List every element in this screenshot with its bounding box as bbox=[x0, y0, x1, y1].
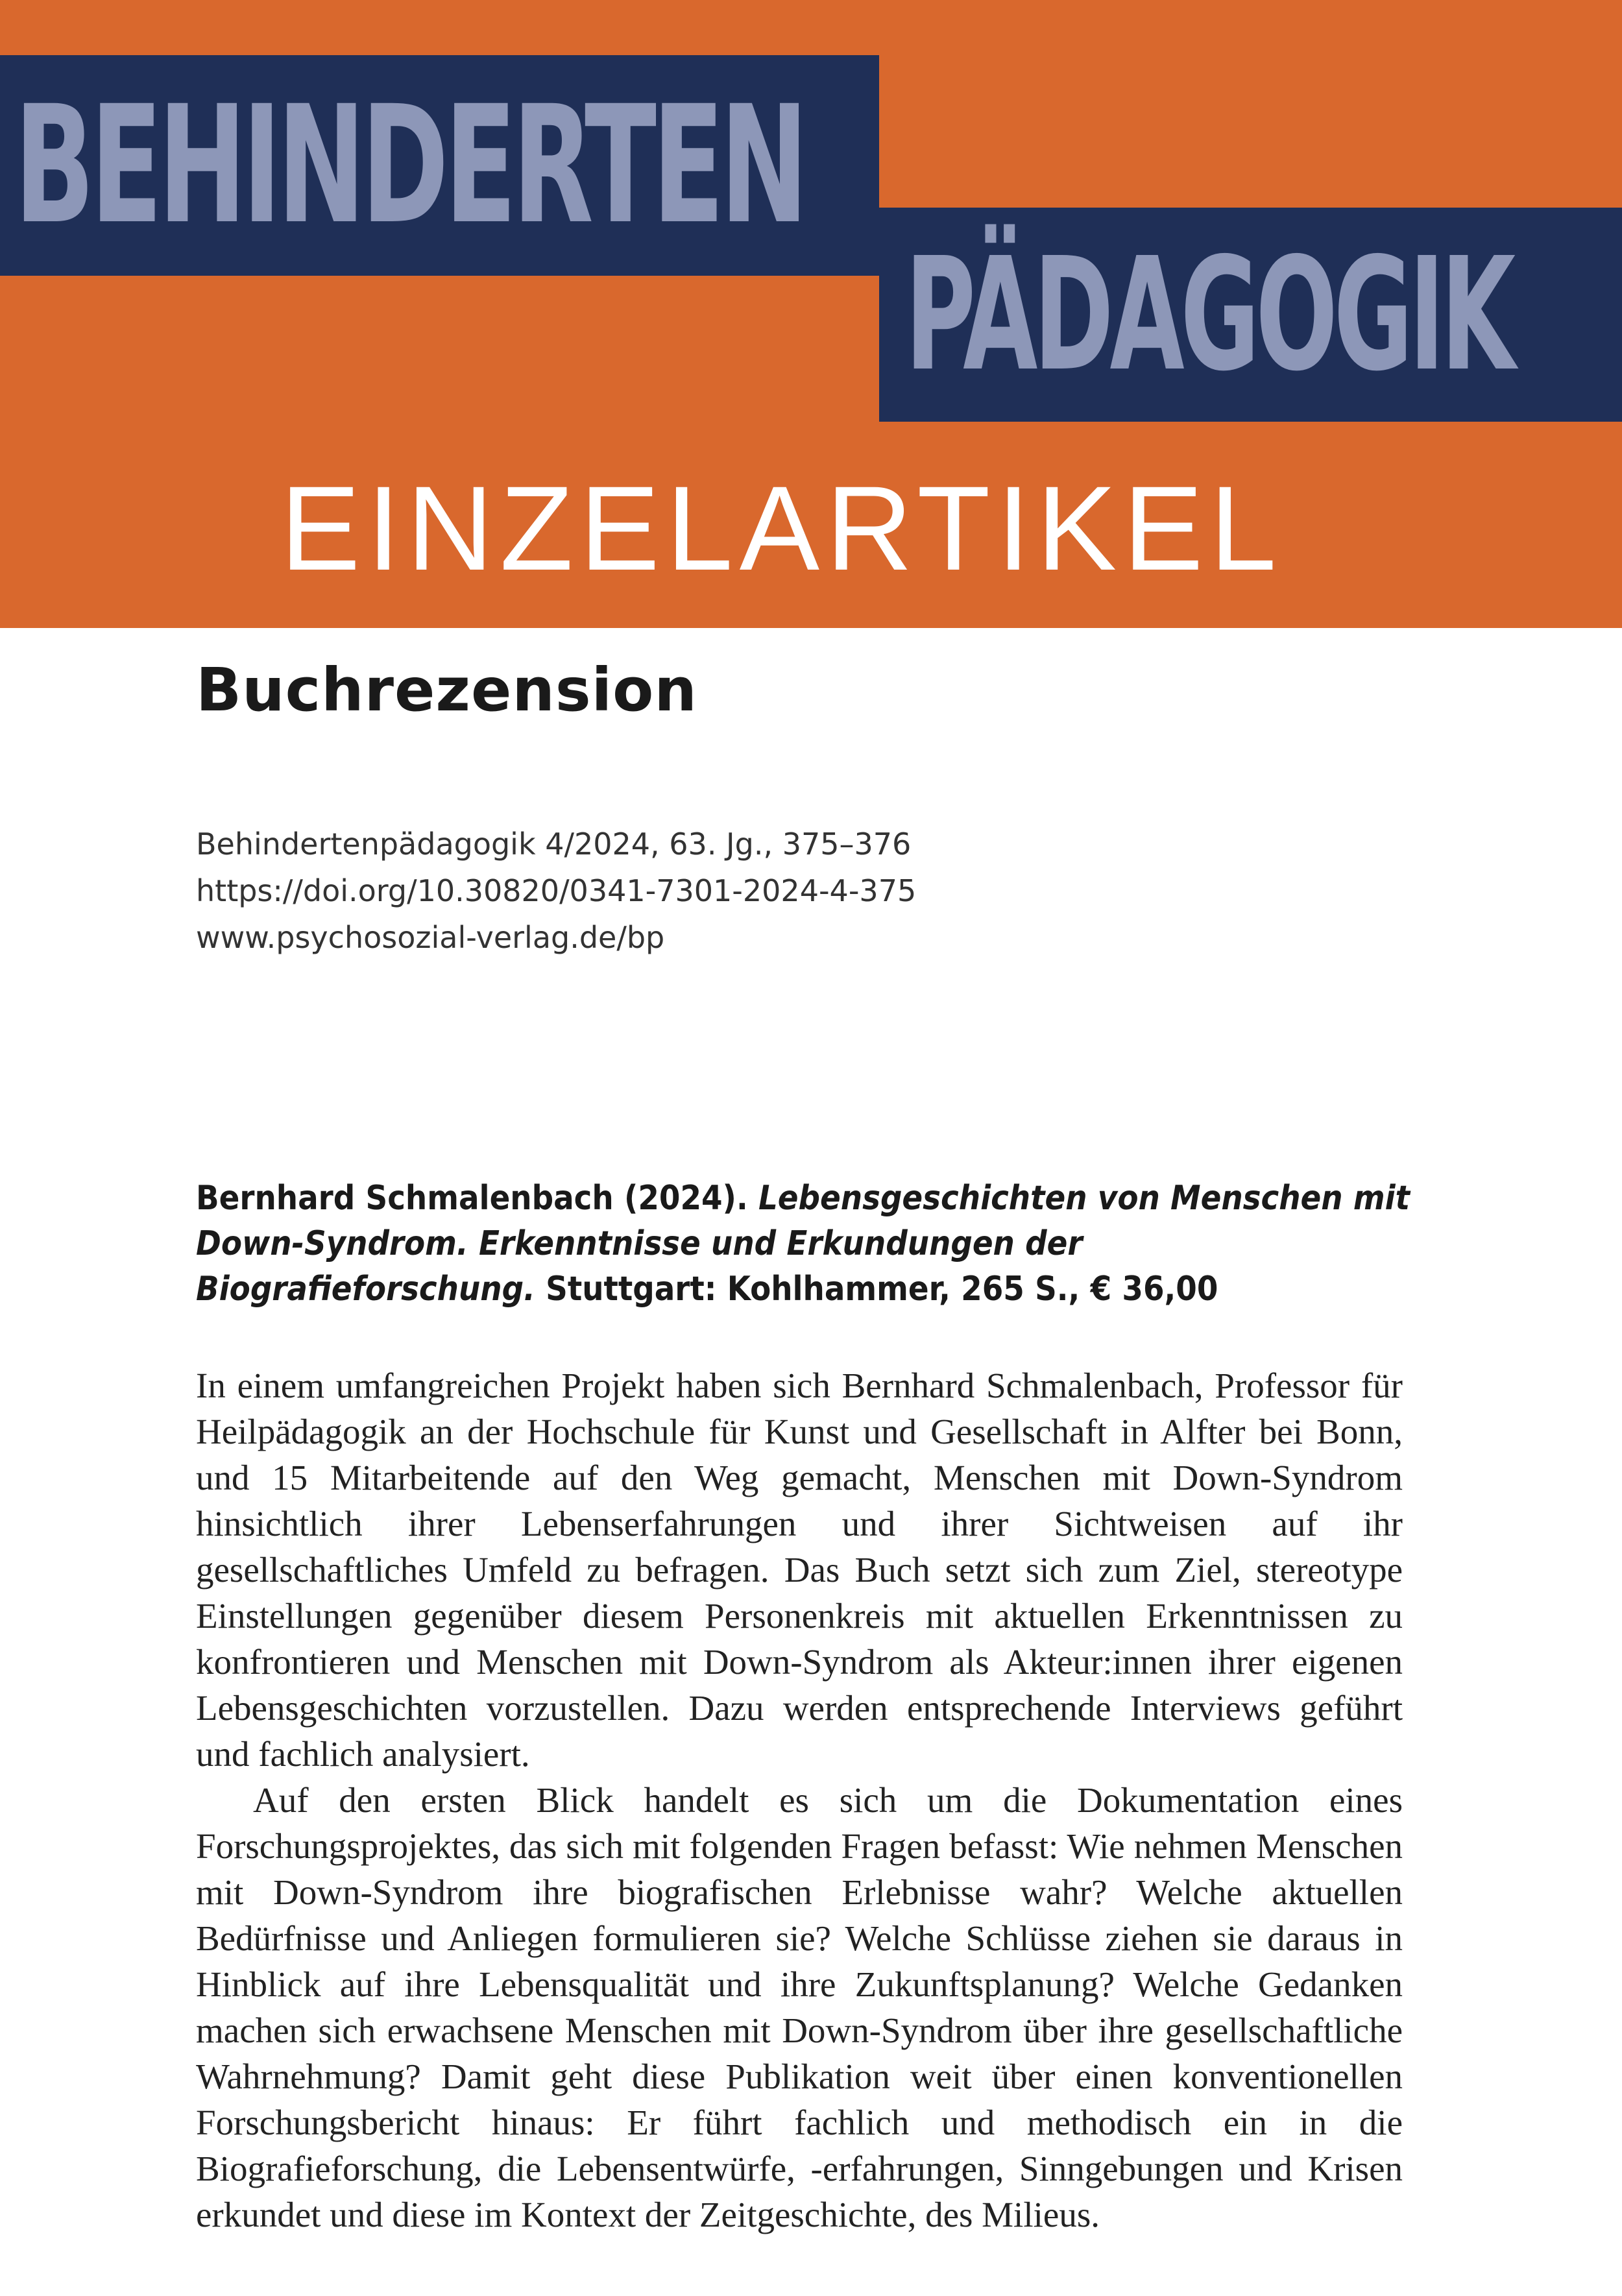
journal-title-line-2: PÄDAGOGIK bbox=[905, 224, 1512, 405]
review-body bbox=[196, 1362, 1403, 2238]
header-band bbox=[0, 0, 1622, 628]
journal-title-box-2 bbox=[879, 208, 1622, 422]
website-link[interactable]: www.psychosozial-verlag.de/bp bbox=[196, 920, 665, 955]
doi-link[interactable]: https://doi.org/10.30820/0341-7301-2024-4-375 bbox=[196, 873, 917, 908]
journal-issue: Behindertenpädagogik 4/2024, 63. Jg., 375–376 bbox=[196, 827, 912, 862]
review-paragraph-2: Auf den ersten Blick handelt es sich um die Dokumentation eines Forschungsprojektes, das sich mit folgenden Fragen befasst: Wie nehmen Menschen mit Down-Syndrom ihre biografischen Erlebnisse wahr? Welche aktuellen Bedürfnisse und Anliegen formulieren sie? Welche Schlüsse ziehen sie daraus in Hinblick auf ihre Lebensqualität und ihre Zukunftsplanung? Welche Gedanken machen sich erwachsene Menschen mit Down-Syndrom über ihre gesellschaftliche Wahrnehmung? Damit geht diese Publikation weit über einen konventionellen Forschungsbericht hinaus: Er führt fachlich und methodisch ein in die Biografieforschung, die Lebensentwürfe, -erfahrungen, Sinngebungen und Krisen erkundet und diese im Kontext der Zeitgeschichte, des Milieus. bbox=[196, 1780, 1403, 2234]
section-label: Buchrezension bbox=[196, 655, 697, 725]
article-type-heading: EINZELARTIKEL bbox=[280, 461, 1283, 596]
book-citation bbox=[196, 1176, 1429, 1312]
journal-title-line-1: BEHINDERTEN bbox=[14, 71, 805, 260]
citation-book-title: Lebensgeschichten von Menschen mit Down-Syndrom. Erkenntnisse und Erkundungen der Biografieforschung. bbox=[196, 1179, 1410, 1309]
publication-meta bbox=[196, 821, 916, 961]
citation-publisher: Stuttgart: Kohlhammer, 265 S., € 36,00 bbox=[546, 1270, 1218, 1309]
review-paragraph-1: In einem umfangreichen Projekt haben sich Bernhard Schmalenbach, Professor für Heilpädagogik an der Hochschule für Kunst und Gesellschaft in Alfter bei Bonn, und 15 Mitarbeitende auf den Weg gemacht, Menschen mit Down-Syndrom hinsichtlich ihrer Lebenserfahrungen und ihrer Sichtweisen auf ihr gesellschaftliches Umfeld zu befragen. Das Buch setzt sich zum Ziel, stereotype Einstellungen gegenüber diesem Personenkreis mit aktuellen Erkenntnissen zu konfrontieren und Menschen mit Down-Syndrom als Akteur:innen ihrer eigenen Lebensgeschichten vorzustellen. Dazu werden entsprechende Interviews geführt und fachlich analysiert. bbox=[196, 1366, 1403, 1774]
citation-author-year: Bernhard Schmalenbach (2024). bbox=[196, 1179, 748, 1218]
journal-title-box-1 bbox=[0, 55, 879, 276]
